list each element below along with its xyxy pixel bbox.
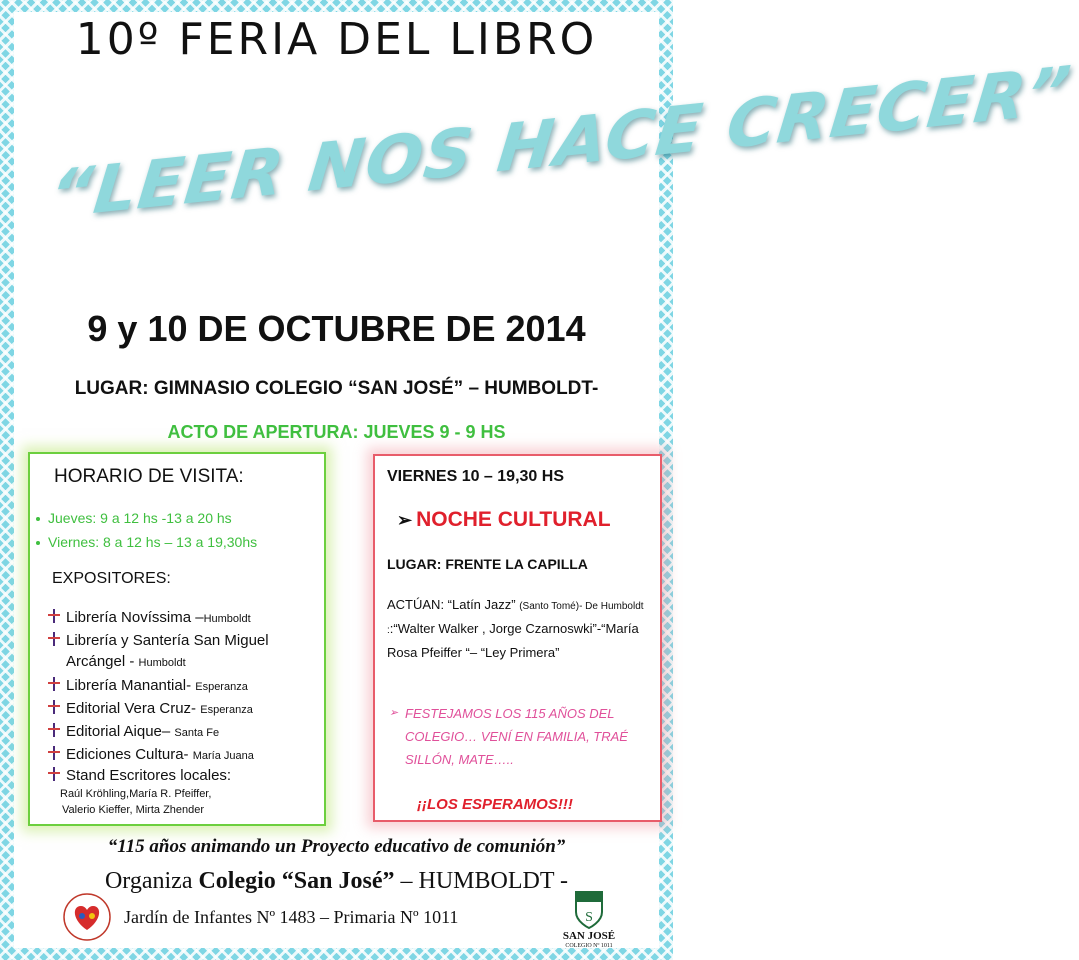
exhibitor-item: Ediciones Cultura- María Juana bbox=[48, 745, 254, 766]
pushpin-icon bbox=[48, 677, 60, 691]
exhibitor-item: Editorial Vera Cruz- Esperanza bbox=[48, 699, 253, 720]
exhibitor-item: Stand Escritores locales: bbox=[48, 766, 231, 785]
bullet-icon bbox=[36, 541, 40, 545]
local-writers: Raúl Kröhling,María R. Pfeiffer, Valerio Kieffer, Mirta Zhender bbox=[60, 788, 212, 816]
cultural-night-panel bbox=[373, 454, 662, 822]
cultural-night-heading: ➢ NOCHE CULTURAL bbox=[397, 508, 611, 531]
svg-text:S: S bbox=[585, 910, 593, 925]
performers: ACTÚAN: “Latín Jazz” (Santo Tomé)- De Humboldt ::“Walter Walker , Jorge Czarnoswki”-“María Rosa Pfeiffer “– “Ley Primera” bbox=[387, 597, 644, 660]
pushpin-icon bbox=[48, 746, 60, 760]
hours-thursday: Jueves: 9 a 12 hs -13 a 20 hs bbox=[36, 510, 232, 526]
school-levels: Jardín de Infantes Nº 1483 – Primaria Nº 1011 bbox=[124, 907, 459, 927]
motto: “115 años animando un Proyecto educativo de comunión” bbox=[107, 836, 566, 857]
invitation-text: ¡¡LOS ESPERAMOS!!! bbox=[417, 796, 573, 813]
exhibitor-item: Librería Manantial- Esperanza bbox=[48, 676, 248, 697]
exhibitor-item: Editorial Aique– Santa Fe bbox=[48, 722, 219, 743]
school-logo bbox=[554, 890, 624, 952]
visiting-hours-title: HORARIO DE VISITA: bbox=[54, 466, 244, 487]
exhibitor-item: Librería Novíssima –Humboldt bbox=[48, 608, 251, 629]
arrow-icon: ➢ bbox=[397, 510, 413, 530]
friday-time: VIERNES 10 – 19,30 HS bbox=[387, 468, 564, 485]
visiting-hours-panel bbox=[28, 452, 326, 826]
pushpin-icon bbox=[48, 609, 60, 623]
slogan: “LEER NOS HACE CRECER” bbox=[45, 51, 1076, 234]
exhibitor-item-continued: Arcángel - Humboldt bbox=[66, 653, 186, 670]
organizer: Organiza Colegio “San José” – HUMBOLDT - bbox=[104, 868, 569, 894]
event-location: LUGAR: GIMNASIO COLEGIO “SAN JOSÉ” – HUMBOLDT- bbox=[74, 378, 599, 399]
anniversary-message: ➢ FESTEJAMOS LOS 115 AÑOS DEL COLEGIO… VENÍ EN FAMILIA, TRAÉ SILLÓN, MATE….. bbox=[405, 702, 655, 771]
poster-body bbox=[14, 12, 1076, 949]
cultural-night-location: LUGAR: FRENTE LA CAPILLA bbox=[387, 556, 588, 572]
fair-title: 10º FERIA DEL LIBRO bbox=[75, 14, 598, 65]
school-logo-sub: COLEGIO Nº 1011 bbox=[565, 943, 613, 949]
kindergarten-logo bbox=[62, 892, 112, 942]
opening-act: ACTO DE APERTURA: JUEVES 9 - 9 HS bbox=[167, 422, 506, 442]
pushpin-icon bbox=[48, 632, 60, 646]
pushpin-icon bbox=[48, 767, 60, 781]
hours-friday: Viernes: 8 a 12 hs – 13 a 19,30hs bbox=[36, 534, 257, 550]
pushpin-icon bbox=[48, 723, 60, 737]
event-dates: 9 y 10 DE OCTUBRE DE 2014 bbox=[87, 308, 586, 349]
school-logo-title: SAN JOSÉ bbox=[562, 930, 616, 942]
exhibitor-item: Librería y Santería San Miguel bbox=[48, 631, 269, 650]
exhibitors-title: EXPOSITORES: bbox=[52, 570, 171, 587]
arrow-icon: ➢ bbox=[389, 707, 399, 719]
bullet-icon bbox=[36, 517, 40, 521]
pushpin-icon bbox=[48, 700, 60, 714]
school-shield-icon bbox=[554, 890, 624, 930]
